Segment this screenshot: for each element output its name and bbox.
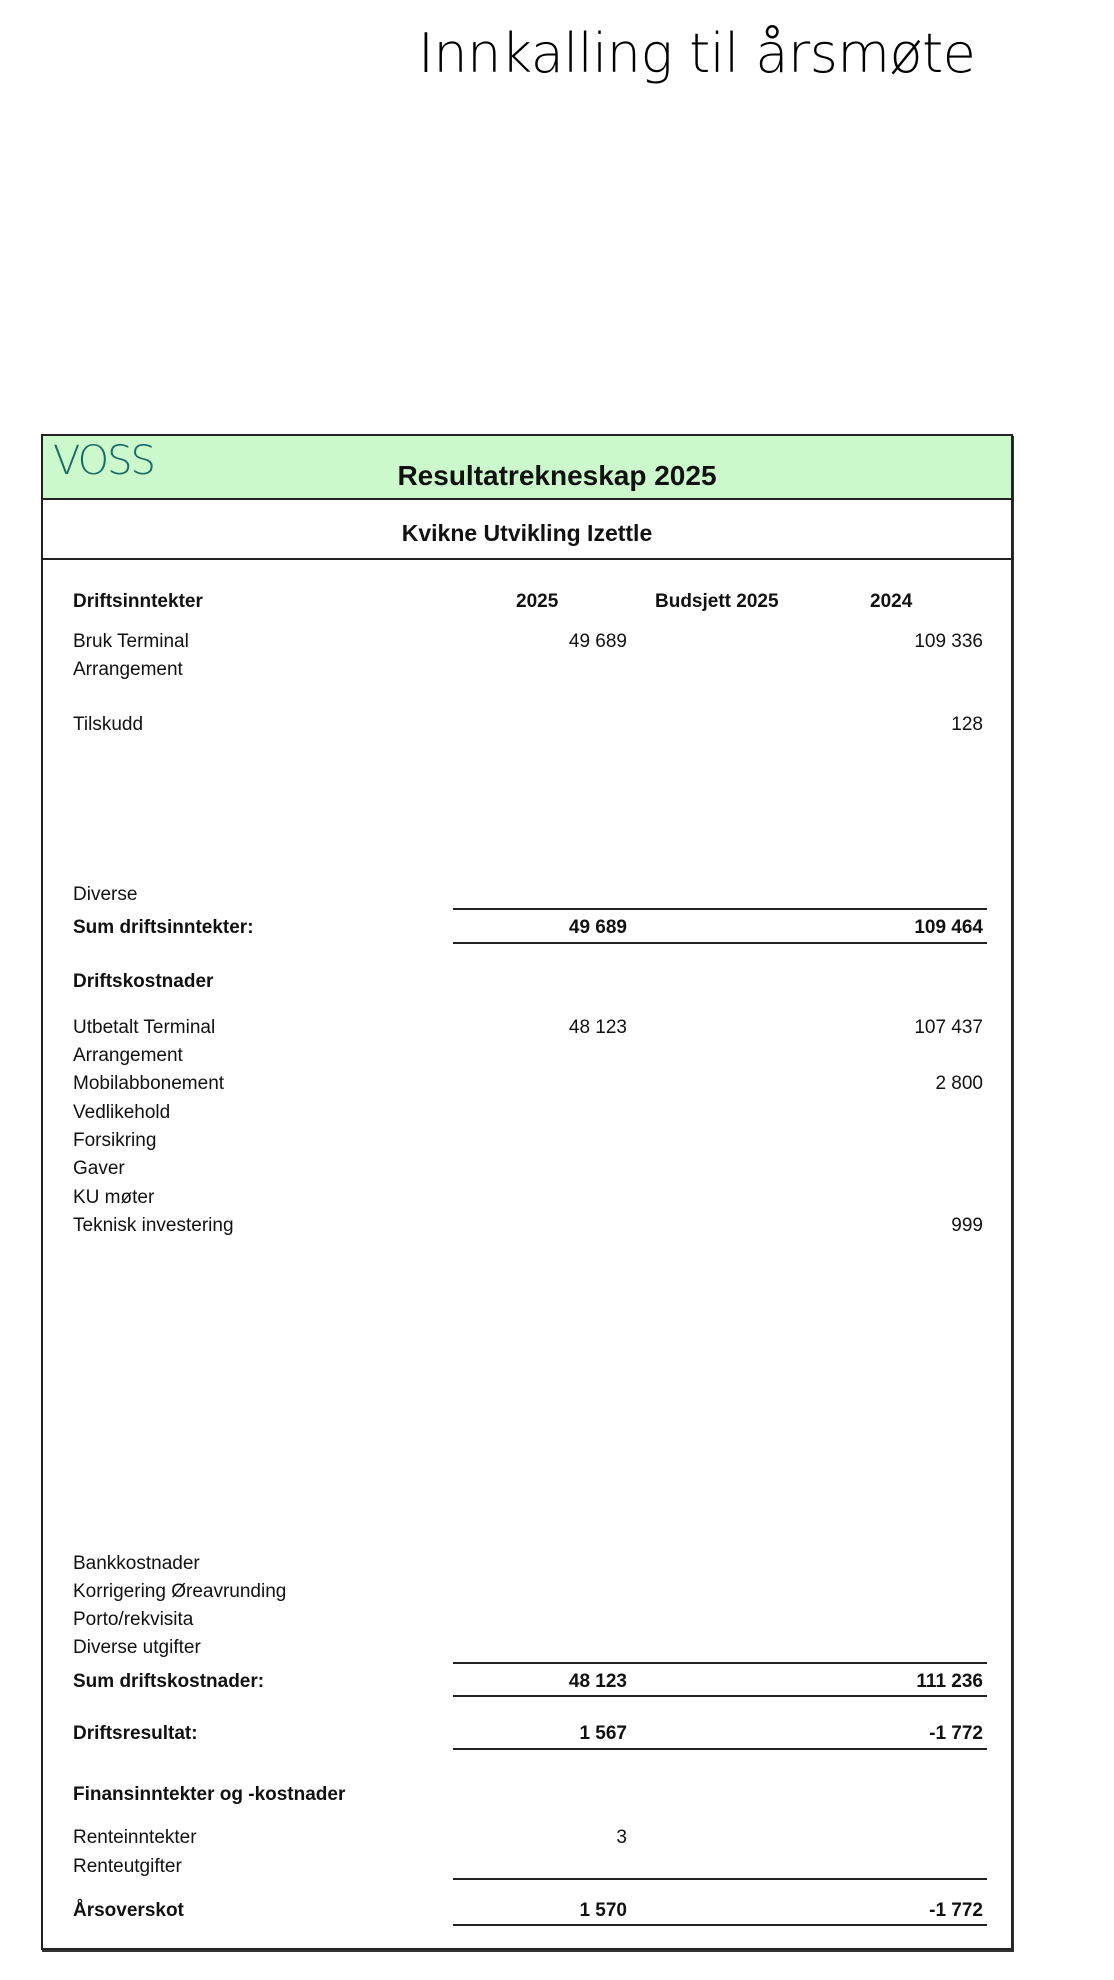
report-subtitle: Kvikne Utvikling Izettle	[401, 520, 653, 546]
table-row	[43, 1827, 1011, 1853]
table-row	[43, 631, 1011, 657]
sum-row-revenue	[43, 917, 1011, 943]
table-row	[43, 1017, 1011, 1043]
sum-rule-top	[453, 1662, 987, 1664]
table-row	[43, 1609, 1011, 1635]
row-label: Forsikring	[73, 1130, 157, 1151]
table-row	[43, 1187, 1011, 1213]
section-heading-finance	[43, 1784, 1011, 1810]
result-rule	[453, 1748, 987, 1750]
value-2025: 49 689	[568, 917, 627, 938]
column-header-row	[43, 591, 1011, 617]
value-2024: 109 464	[914, 917, 983, 938]
income-statement	[41, 434, 1013, 1950]
row-label: Bruk Terminal	[73, 631, 189, 652]
row-label: Gaver	[73, 1158, 125, 1179]
row-label: Renteinntekter	[73, 1827, 197, 1848]
report-header-band	[43, 436, 1011, 500]
value-2024: 111 236	[916, 1671, 983, 1692]
table-row	[43, 1130, 1011, 1156]
table-row	[43, 1637, 1011, 1663]
row-label: Sum driftskostnader:	[73, 1671, 265, 1692]
row-label: Utbetalt Terminal	[73, 1017, 216, 1038]
sum-rule-bottom	[453, 1924, 987, 1926]
annual-result-row	[43, 1900, 1011, 1926]
section-heading: Driftskostnader	[73, 971, 214, 992]
value-2024: 2 800	[935, 1073, 983, 1094]
table-row	[43, 714, 1011, 740]
value-2024: -1 772	[929, 1723, 983, 1744]
report-subheader	[43, 498, 1011, 560]
table-row	[43, 1045, 1011, 1071]
sum-rule-bottom	[453, 942, 987, 944]
row-label: Driftsresultat:	[73, 1723, 198, 1744]
table-row	[43, 884, 1011, 910]
value-2025: 49 689	[568, 631, 627, 652]
row-label: Diverse	[73, 884, 138, 905]
operating-result-row	[43, 1723, 1011, 1749]
section-heading-costs	[43, 971, 1011, 997]
section-heading-revenue: Driftsinntekter	[73, 591, 203, 612]
table-row	[43, 1215, 1011, 1241]
value-2025: 1 570	[579, 1900, 627, 1921]
table-row	[43, 1073, 1011, 1099]
value-2025: 1 567	[579, 1723, 627, 1744]
voss-logo-icon: VOSS	[53, 438, 154, 484]
sum-rule-top	[453, 1878, 987, 1880]
table-row	[43, 659, 1011, 685]
value-2024: -1 772	[929, 1900, 983, 1921]
row-label: Arrangement	[73, 659, 183, 680]
sum-rule-top	[453, 908, 987, 910]
row-label: Vedlikehold	[73, 1102, 171, 1123]
column-header-budget: Budsjett 2025	[655, 591, 779, 612]
value-2025: 3	[616, 1827, 627, 1848]
row-label: Mobilabbonement	[73, 1073, 225, 1094]
row-label: Tilskudd	[73, 714, 144, 735]
report-title: Resultatrekneskap 2025	[397, 460, 717, 491]
table-row	[43, 1581, 1011, 1607]
row-label: Arrangement	[73, 1045, 183, 1066]
value-2025: 48 123	[568, 1671, 627, 1692]
row-label: Porto/rekvisita	[73, 1609, 194, 1630]
row-label: Teknisk investering	[73, 1215, 234, 1236]
table-row	[43, 1553, 1011, 1579]
sum-rule-bottom	[453, 1695, 987, 1697]
table-row	[43, 1102, 1011, 1128]
section-heading: Finansinntekter og -kostnader	[73, 1784, 346, 1805]
value-2024: 109 336	[914, 631, 983, 652]
value-2024: 128	[951, 714, 983, 735]
row-label: KU møter	[73, 1187, 155, 1208]
value-2024: 107 437	[914, 1017, 983, 1038]
column-header-2025: 2025	[516, 591, 559, 612]
value-2025: 48 123	[568, 1017, 627, 1038]
row-label: Årsoverskot	[73, 1900, 184, 1921]
row-label: Korrigering Øreavrunding	[73, 1581, 287, 1602]
row-label: Bankkostnader	[73, 1553, 200, 1574]
value-2024: 999	[951, 1215, 983, 1236]
page-title: Innkalling til årsmøte	[418, 22, 976, 85]
column-header-2024: 2024	[870, 591, 913, 612]
row-label: Diverse utgifter	[73, 1637, 201, 1658]
table-row	[43, 1158, 1011, 1184]
sum-row-costs	[43, 1671, 1011, 1697]
row-label: Renteutgifter	[73, 1856, 182, 1877]
row-label: Sum driftsinntekter:	[73, 917, 254, 938]
